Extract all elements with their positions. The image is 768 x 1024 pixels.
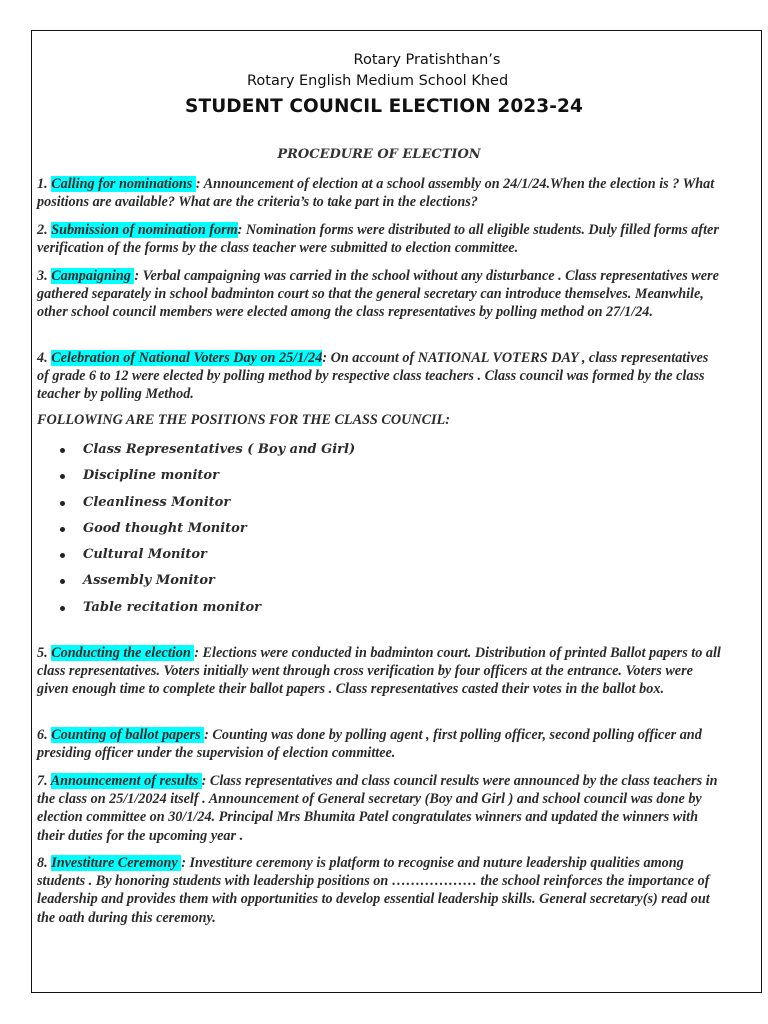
step-number: 8.	[37, 855, 48, 871]
step-text: : Verbal campaigning was carried in the school without any disturbance . Class representatives were gathered separately in school badminton court so that the general secretary can introduce themselves. Meanwhile, other school council members were elected among the class representatives by polling method on 27/1/24.	[37, 268, 719, 321]
step-7	[37, 772, 721, 845]
step-text: : Nomination forms were distributed to all eligible students. Duly filled forms after verification of the forms by the class teacher were submitted to election committee.	[37, 222, 719, 257]
positions-list	[57, 440, 355, 624]
step-heading: Submission of nomination form	[51, 222, 238, 238]
position-label: Assembly Monitor	[83, 573, 215, 589]
list-item	[57, 519, 355, 545]
procedure-subtitle: PROCEDURE OF ELECTION	[277, 147, 481, 162]
list-item	[57, 493, 355, 519]
list-item	[57, 571, 355, 597]
school-name-text: Rotary English Medium School Khed	[247, 73, 509, 89]
bullet-icon	[60, 527, 65, 532]
step-1	[37, 175, 721, 211]
step-8	[37, 854, 721, 927]
position-label: Table recitation monitor	[83, 599, 262, 615]
step-number: 1.	[37, 176, 48, 192]
step-heading: Conducting the election	[51, 645, 195, 661]
positions-heading: FOLLOWING ARE THE POSITIONS FOR THE CLASS COUNCIL:	[37, 412, 450, 428]
bullet-icon	[60, 579, 65, 584]
step-text: : Investiture ceremony is platform to recognise and nuture leadership qualities among students . By honoring students with leadership positions on ……………… the school reinforces the importance of leadership and provides them with opportunities to develop essential leadership skills. General secretary(s) read out the oath during this ceremony.	[37, 855, 710, 926]
step-heading: Announcement of results	[50, 773, 202, 789]
position-label: Class Representatives ( Boy and Girl)	[83, 442, 356, 457]
bullet-icon	[60, 448, 65, 453]
position-label: Cultural Monitor	[83, 547, 207, 563]
step-text: : Announcement of election at a school assembly on 24/1/24.When the election is ? What positions are available? What are the criteria’s to take part in the elections?	[37, 176, 715, 211]
step-2	[37, 221, 721, 257]
step-number: 3.	[37, 268, 48, 284]
bullet-icon	[60, 606, 65, 611]
step-text: : Class representatives and class council results were announced by the class teachers in the class on 25/1/2024 itself . Announcement of General secretary (Boy and Girl ) and school council was done by election committee on 30/1/24. Principal Mrs Bhumita Patel congratulates winners and updated the winners with their duties for the upcoming year .	[37, 773, 718, 844]
step-number: 4.	[37, 350, 48, 366]
list-item	[57, 466, 355, 492]
step-5	[37, 644, 721, 699]
bullet-icon	[60, 501, 65, 506]
step-number: 7.	[37, 773, 48, 789]
list-item	[57, 545, 355, 571]
step-number: 2.	[37, 222, 48, 238]
bullet-icon	[60, 553, 65, 558]
list-item	[57, 440, 355, 466]
document-title: STUDENT COUNCIL ELECTION 2023-24	[185, 96, 583, 117]
step-3	[37, 267, 721, 322]
position-label: Good thought Monitor	[83, 520, 247, 536]
school-trust-name: Rotary Pratishthan’s	[353, 52, 501, 68]
step-text: : Counting was done by polling agent , first polling officer, second polling officer and presiding officer under the supervision of election committee.	[37, 727, 702, 762]
step-heading: Celebration of National Voters Day on 25/1/24	[51, 350, 323, 366]
step-heading: Investiture Ceremony	[51, 855, 182, 871]
step-text: : On account of NATIONAL VOTERS DAY , class representatives of grade 6 to 12 were elected by polling method by respective class teachers . Class council was formed by the class teacher by polling Method.	[37, 350, 709, 403]
step-heading: Calling for nominations	[51, 176, 196, 192]
position-label: Cleanliness Monitor	[83, 494, 231, 510]
step-number: 5.	[37, 645, 48, 661]
step-4	[37, 349, 721, 404]
step-6	[37, 726, 721, 762]
bullet-icon	[60, 474, 65, 479]
step-heading: Campaigning	[51, 268, 135, 284]
step-text: : Elections were conducted in badminton court. Distribution of printed Ballot papers to all class representatives. Voters initially went through cross verification by four officers at the entrance. Voters were given enough time to complete their ballot papers . Class representatives casted their votes in the ballot box.	[37, 645, 721, 698]
position-label: Discipline monitor	[83, 468, 219, 484]
step-heading: Counting of ballot papers	[51, 727, 205, 743]
step-number: 6.	[37, 727, 48, 743]
list-item	[57, 598, 355, 624]
